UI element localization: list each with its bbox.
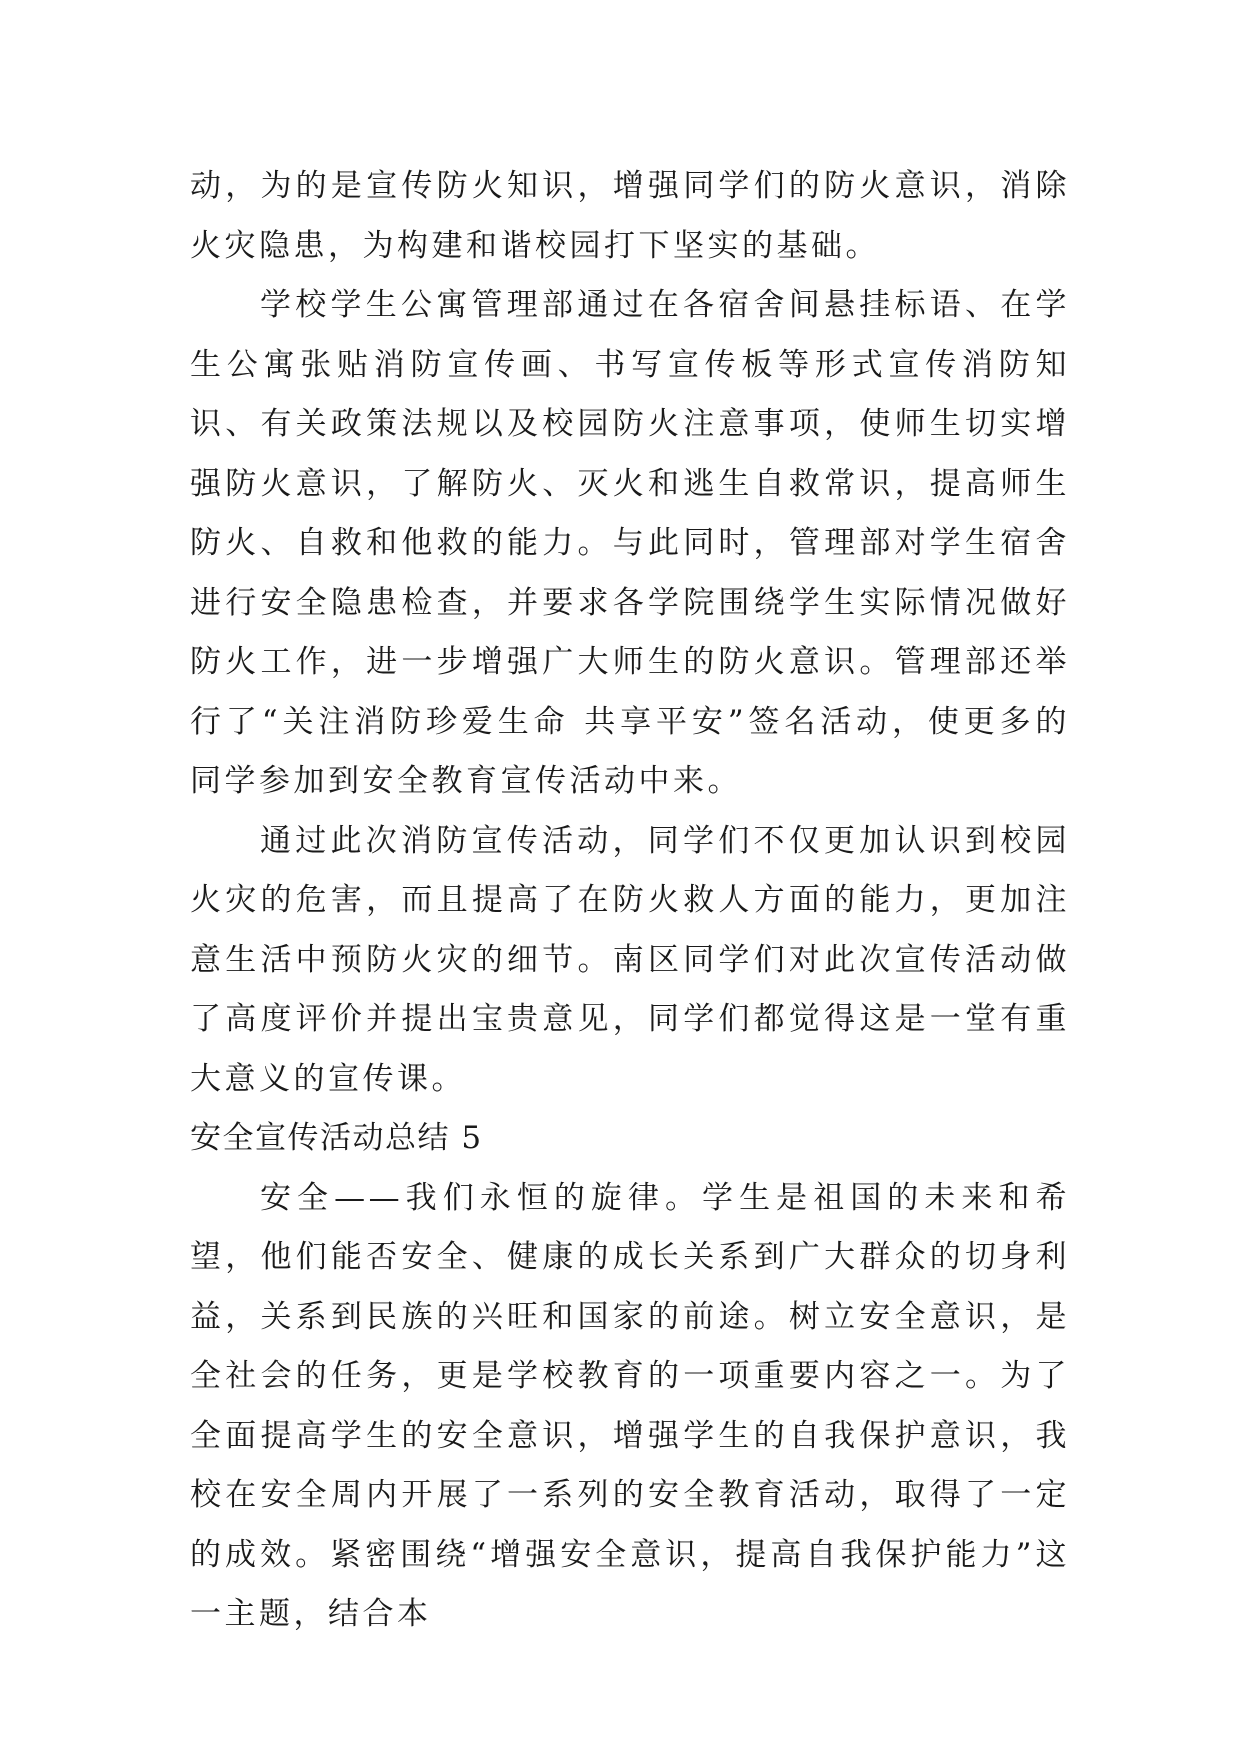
paragraph-safety-intro: 安全——我们永恒的旋律。学生是祖国的未来和希望，他们能否安全、健康的成长关系到广大群众的切身利益，关系到民族的兴旺和国家的前途。树立安全意识，是全社会的任务，更是学校教育的一项重要内容之一。为了全面提高学生的安全意识，增强学生的自我保护意识，我校在安全周内开展了一系列的安全教育活动，取得了一定的成效。紧密围绕“增强安全意识，提高自我保护能力”这一主题，结合本 xyxy=(190,1179,1070,1632)
section-heading: 安全宣传活动总结 5 xyxy=(190,1120,483,1156)
paragraph-dormitory-fire-campaign: 学校学生公寓管理部通过在各宿舍间悬挂标语、在学生公寓张贴消防宣传画、书写宣传板等形式宣传消防知识、有关政策法规以及校园防火注意事项，使师生切实增强防火意识，了解防火、灭火和逃生自救常识，提高师生防火、自救和他救的能力。与此同时，管理部对学生宿舍进行安全隐患检查，并要求各学院围绕学生实际情况做好防火工作，进一步增强广大师生的防火意识。管理部还举行了“关注消防珍爱生命 共享平安”签名活动，使更多的同学参加到安全教育宣传活动中来。 xyxy=(190,287,1070,799)
paragraph-campaign-results: 通过此次消防宣传活动，同学们不仅更加认识到校园火灾的危害，而且提高了在防火救人方面的能力，更加注意生活中预防火灾的细节。南区同学们对此次宣传活动做了高度评价并提出宝贵意见，同学们都觉得这是一堂有重大意义的宣传课。 xyxy=(190,822,1070,1097)
document-page xyxy=(190,157,1070,1645)
paragraph-continuation: 动，为的是宣传防火知识，增强同学们的防火意识，消除火灾隐患，为构建和谐校园打下坚实的基础。 xyxy=(190,168,1070,264)
